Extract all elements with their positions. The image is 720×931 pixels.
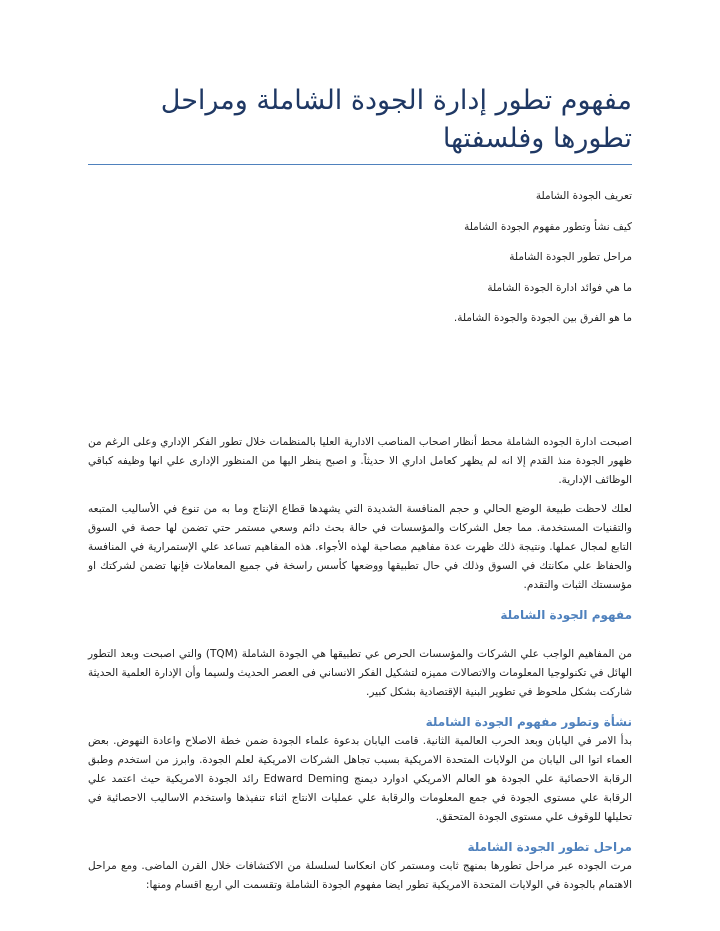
topics-list: [88, 181, 632, 334]
intro-section: [88, 433, 632, 595]
topic-item: تعريف الجودة الشاملة: [535, 190, 632, 202]
section-heading-stages: مراحل تطور الجودة الشاملة: [467, 839, 632, 854]
topic-item: ما هو الفرق بين الجودة والجودة الشاملة.: [453, 312, 632, 324]
topic-item: ما هي فوائد ادارة الجودة الشاملة: [487, 281, 632, 294]
document-title: مفهوم تطور إدارة الجودة الشاملة ومراحل تطورها وفلسفتها: [160, 85, 632, 154]
section-heading-origin: نشأة وتطور مفهوم الجودة الشاملة: [425, 714, 632, 729]
section-paragraph: من المفاهيم الواجب علي الشركات والمؤسسات الحرص عي تطبيقها هي الجودة الشاملة (TQM) والتي اصبحت وبعد التطور الهائل في تكنولوجيا المعلومات والاتصالات مميزه لتشكيل الفكر الانساني فى العصر الحديث ولسيما وأن الإدارة العلمية الحديثة شاركت بشكل ملحوظ في تطوير البنية الإقتصادية بشكل كبير.: [88, 647, 632, 698]
section-paragraph: مرت الجوده عبر مراحل تطورها بمنهج ثابت ومستمر كان انعكاسا لسلسلة من الاكتشافات خلال القرن الماضى. ومع مراحل الاهتمام بالجودة في الولايات المتحدة الامريكية تطور ايضا مفهوم الجودة الشاملة وتقسمت الي اربع اقسام ومنها:: [88, 859, 632, 891]
title-underline: [88, 164, 632, 165]
intro-paragraph: لعلك لاحظت طبيعة الوضع الحالي و حجم المنافسة الشديدة التي يشهدها قطاع الإنتاج وما به من تنوع في الأساليب المتبعه والتقنيات المستخدمة. مما جعل الشركات والمؤسسات في حالة بحث دائم وسعي مستمر حتي تضمن لها حصة في السوق التابع لمجال عملها. ونتيجة ذلك ظهرت عدة مفاهيم مصاحبة لهذه الأجواء. هذه المفاهيم تساعد علي الإستمرارية في المنافسة والحفاظ علي مكانتك في السوق وذلك في حال تطبيقها ووضعها كأسس راسخة في جميع المعاملات فإنها تضمن لشركتك او مؤسستك الثبات والتقدم.: [88, 502, 632, 591]
section-spacer: [88, 625, 632, 645]
intro-paragraph: اصبحت ادارة الجوده الشاملة محط أنظار اصحاب المناصب الادارية العليا بالمنظمات خلال تطور الفكر الإداري وعلى الرغم من ظهور الجودة منذ القدم إلا انه لم يظهر كعامل اداري الا حديثاً. و اصبح ينظر اليها من المنظور الإدارى علي انها وظيفه كباقي الوظائف الإدارية.: [88, 435, 632, 486]
section-heading-definition: مفهوم الجودة الشاملة: [500, 607, 632, 622]
topic-item: كيف نشأ وتطور مفهوم الجودة الشاملة: [464, 220, 632, 233]
topic-item: مراحل تطور الجودة الشاملة: [509, 251, 632, 263]
section-paragraph: بدأ الامر في اليابان وبعد الحرب العالمية الثانية. قامت اليابان بدعوة علماء الجودة ضمن خطة الاصلاح واعادة النهوض. بعض العماء اتوا الى اليابان من الولايات المتحدة الامريكية بسبب تجاهل الشركات الامريكية لعلم الجودة. وابرز من استخدم وطبق الرقابة الاحصائية علي الجودة هو العالم الامريكي ادوارد ديمنج Edward Deming رائد الجودة الامريكية حيث اعتمد علي الرقابة علي مستوى الجودة في جمع المعلومات والرقابة علي عمليات الانتاج اثناء تنفيذها واستخدم الاساليب الاحصائية في تحليلها للوقوف علي مستوى الجودة المتحقق.: [88, 734, 633, 823]
